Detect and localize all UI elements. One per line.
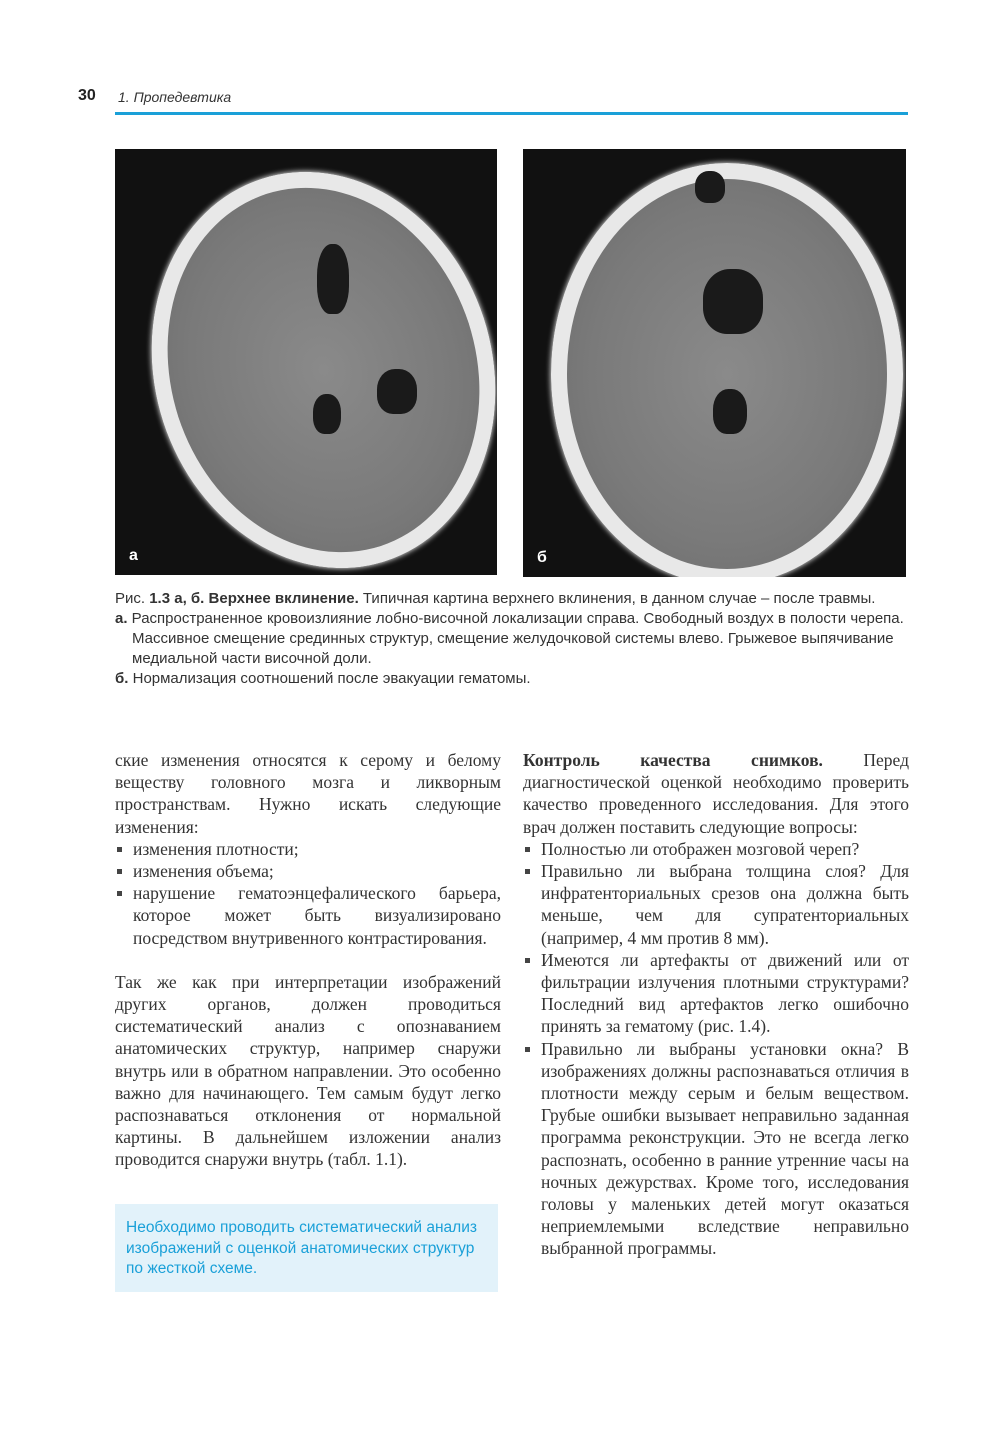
ventricle [703,269,763,334]
list-item: Правильно ли выбраны установки окна? В изображениях должны распознаваться отличия в плотности между серым и белым веществом. Грубые ошибки вызывает неправильно заданная программа реконструкции. Это не всегда легко распознать, особенно в ранние утренние часы на ночных дежурствах. Кроме того, исследования головы у маленьких детей могут оказаться неприемлемыми вследствие неправильно выбранной программы. [523,1038,909,1260]
skull-outline [115,149,497,575]
skull-outline [551,163,903,577]
right-column [523,749,909,1260]
highlight-note: Необходимо проводить систематический анализ изображений с оценкой анатомических структур по жесткой схеме. [115,1204,498,1292]
bullet-list [523,838,909,1260]
caption-prefix: Рис. [115,590,150,607]
list-item: Имеются ли артефакты от движений или от фильтрации излучения плотными структурами? Последний вид артефактов легко ошибочно принять за гематому (рис. 1.4). [523,949,909,1038]
list-item: Полностью ли отображен мозговой череп? [523,838,909,860]
caption-a-label: а. [115,610,128,627]
list-item: изменения объема; [115,860,501,882]
paragraph [523,749,909,838]
list-item: нарушение гематоэнцефалического барьера, которое может быть визуализировано посредством внутривенного контрастирования. [115,882,501,949]
list-item: Правильно ли выбрана толщина слоя? Для инфратенториальных срезов она должна быть меньше, чем для супратенториальных (например, 4 мм против 8 мм). [523,860,909,949]
ventricle [695,171,725,203]
header-rule [115,112,908,115]
list-item: изменения плотности; [115,838,501,860]
page-number: 30 [78,87,96,104]
ventricle [377,369,417,414]
caption-b-label: б. [115,670,129,687]
paragraph: Так же как при интерпретации изображений других органов, должен проводиться систематический анализ с опознаванием анатомических структур, например снаружи внутрь или в обратном направлении. Это особенно важно для начинающего. Тем самым будут легко распознаваться отклонения от нормальной картины. В дальнейшем изложении анализ проводится снаружи внутрь (табл. 1.1). [115,971,501,1170]
ventricle [317,244,349,314]
caption-b-text: Нормализация соотношений после эвакуации гематомы. [128,670,531,687]
bullet-list [115,838,501,949]
chapter-title: 1. Пропедевтика [118,89,232,105]
section-heading: Контроль качества снимков. [523,750,823,770]
caption-number: 1.3 а, б. Верхнее вклинение. [149,590,359,607]
figure-caption [115,589,910,689]
image-label: б [537,549,547,566]
ct-image-b [523,149,906,577]
caption-text: Типичная картина верхнего вклинения, в данном случае – после травмы. [358,590,876,607]
left-column [115,749,501,1171]
ventricle [713,389,747,434]
paragraph: ские изменения относятся к серому и белому веществу головного мозга и ликворным пространствам. Нужно искать следующие изменения: [115,750,501,837]
ct-image-a [115,149,497,575]
caption-a-text: Распространенное кровоизлияние лобно-височной локализации справа. Свободный воздух в полости черепа. Массивное смещение срединных структур, смещение желудочковой системы влево. Грыжевое выпячивание медиальной части височной доли. [127,610,904,667]
image-label: а [129,547,138,564]
ventricle [313,394,341,434]
paragraph-text: Перед диагностической оценкой необходимо проверить качество проведенного исследования. Для этого врач должен поставить следующие вопросы: [523,750,909,837]
